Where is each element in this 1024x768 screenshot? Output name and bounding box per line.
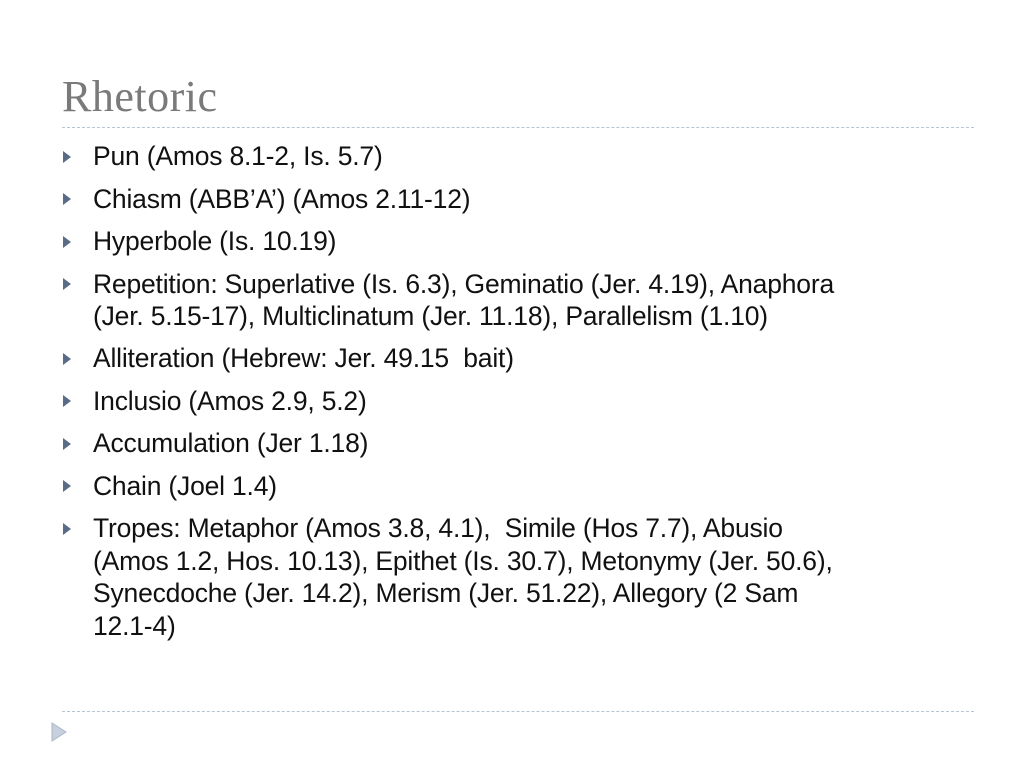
bullet-item	[62, 512, 962, 642]
bullet-text: Tropes: Metaphor (Amos 3.8, 4.1), Simile (Hos 7.7), Abusio (Amos 1.2, Hos. 10.13), Epithet (Is. 30.7), Metonymy (Jer. 50.6), Synecdoche (Jer. 14.2), Merism (Jer. 51.22), Allegory (2 Sam 12.1-4)	[93, 513, 833, 641]
bullet-list	[62, 140, 962, 652]
triangle-right-icon	[62, 470, 93, 503]
bullet-text: Chiasm (ABB’A’) (Amos 2.11-12)	[93, 183, 471, 214]
triangle-right-icon	[62, 512, 93, 545]
bullet-item	[62, 342, 962, 375]
triangle-right-icon	[62, 427, 93, 460]
play-triangle-icon[interactable]	[50, 721, 68, 748]
bullet-item	[62, 183, 962, 216]
title-divider	[62, 127, 974, 128]
bullet-item	[62, 268, 962, 333]
triangle-right-icon	[62, 140, 93, 173]
triangle-right-icon	[62, 225, 93, 258]
slide-title: Rhetoric	[62, 72, 218, 121]
bullet-item	[62, 225, 962, 258]
bullet-item	[62, 140, 962, 173]
bullet-text: Inclusio (Amos 2.9, 5.2)	[93, 385, 367, 416]
bullet-item	[62, 385, 962, 418]
triangle-right-icon	[62, 183, 93, 216]
triangle-right-icon	[62, 268, 93, 301]
bullet-text: Hyperbole (Is. 10.19)	[93, 226, 337, 256]
footer-divider	[62, 711, 974, 712]
triangle-right-icon	[62, 385, 93, 418]
bullet-item	[62, 470, 962, 503]
triangle-right-icon	[62, 342, 93, 375]
bullet-text: Chain (Joel 1.4)	[93, 470, 277, 501]
bullet-item	[62, 427, 962, 460]
bullet-text: Accumulation (Jer 1.18)	[93, 428, 369, 458]
bullet-text: Alliteration (Hebrew: Jer. 49.15 bait)	[93, 343, 514, 373]
bullet-text: Repetition: Superlative (Is. 6.3), Geminatio (Jer. 4.19), Anaphora (Jer. 5.15-17), Multiclinatum (Jer. 11.18), Parallelism (1.10)	[93, 268, 834, 331]
bullet-text: Pun (Amos 8.1-2, Is. 5.7)	[93, 141, 383, 171]
